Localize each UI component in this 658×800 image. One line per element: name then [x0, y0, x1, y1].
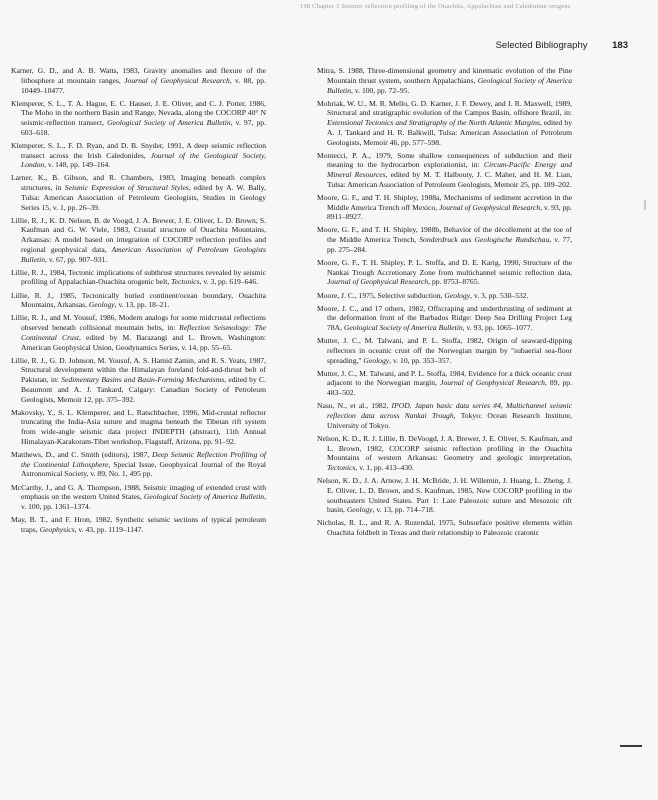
scan-margin-mark	[620, 745, 642, 747]
bibliography-entry	[317, 304, 572, 333]
entry-publication-title: Extensional Tectonics and Stratigraphy of the North Atlantic Margins	[327, 118, 540, 128]
entry-publication-title: Tectonics	[327, 463, 356, 473]
bibliography-entry	[317, 99, 572, 148]
bibliography-entry	[317, 151, 572, 190]
entry-text: Klemperer, S. L., T. A. Hague, E. C. Hauser, J. E. Oliver, and C. J. Potter, 1986, The Moho in the northern Basin and Range, Nevada, along the COCORP 40° N seismic-reflection transect,	[11, 98, 266, 128]
bibliography-entry	[11, 483, 266, 512]
entry-citation-details: , edited by A. W. Bally, Tulsa: American Association of Petroleum Geologists, Studies in Geology Series 15, v. 1, pp. 26–39.	[21, 183, 266, 212]
entry-text: Nasu, N., et al., 1982,	[317, 401, 392, 411]
entry-text: Nelson, K. D., J. A. Arnow, J. H. McBride, J. H. Willemin, J. Huang, L. Zheng, J. E. Oliver, L. D. Brown, and S. Kaufman, 1985, New COCORP profiling in the southeastern United States. Part 1: Late Paleozoic suture and Mesozoic rift basin,	[317, 476, 572, 515]
entry-text: Nelson, K. D., R. J. Lillie, B. DeVoogd, J. A. Brewer, J. E. Oliver, S. Kaufman, and L. Brown, 1982, COCORP seismic reflection profiling in the Ouachita Mountains of western Arkansas: Geometry and geologic interpretation,	[317, 433, 572, 463]
entry-publication-title: Geology	[88, 300, 115, 310]
entry-publication-title: Geological Society of America Bulletin	[343, 323, 463, 333]
entry-publication-title: Sedimentary Basins and Basin-Forming Mechanisms	[61, 375, 225, 385]
bibliography-entry	[11, 356, 266, 405]
entry-publication-title: Journal of the Geological Society, London	[21, 150, 267, 170]
bibliography-entry	[317, 336, 572, 365]
scan-speck	[644, 200, 646, 210]
bibliography-entry	[11, 99, 266, 138]
entry-text: Larner, K., B. Gibson, and R. Chambers, 1983, Imaging beneath complex structures, in	[11, 173, 266, 193]
entry-text: Moore, J. C., and 17 others, 1982, Offscraping and underthrusting of sediment at the deformation front of the Barbados Ridge: Deep Sea Drilling Project Leg 78A,	[317, 303, 572, 333]
entry-text: Mitra, S. 1988, Three-dimensional geometry and kinematic evolution of the Pine Mountain thrust system, southern Appalachians,	[317, 66, 572, 85]
entry-publication-title: Geological Society of America Bulletin	[143, 492, 265, 502]
entry-text: Lillie, R. J., 1984, Tectonic implications of subthrust structures revealed by seismic profiling of Appalachian-Ouachita orogenic belt,	[11, 267, 266, 287]
entry-text: Lillie, R. J., and M. Yousuf, 1986, Modern analogs for some midcrustal reflections observed beneath collisional mountain belts, in:	[11, 313, 266, 333]
entry-text: Makovsky, Y., S. L. Klemperer, and L. Ratschbacher, 1996, Mid-crustal reflector truncating the India-Asia suture and magma beneath the Tibetan rift system from wide-angle seismic data project INDEPTH (abstract), 11th Annual Himalayan-Karakoram-Tibet workshop, Flagstaff, Arizona, pp. 91–92.	[11, 407, 266, 446]
entry-citation-details: , v. 3, pp. 619–646.	[199, 277, 258, 287]
bibliography-entry	[11, 268, 266, 288]
entry-publication-title: Journal of Geophysical Research	[439, 202, 541, 212]
entry-text: Lillie, R. J., 1985, Tectonically buried continent/ocean boundary, Ouachita Mountains, Arkansas,	[11, 290, 266, 310]
entry-publication-title: Journal of Geophysical Research	[440, 378, 545, 388]
bibliography-entry	[11, 66, 266, 95]
entry-publication-title: Geology	[346, 505, 373, 515]
bibliography-entry	[11, 515, 266, 535]
entry-citation-details: , v. 93, pp. 8911–8927.	[327, 202, 572, 222]
entry-citation-details: , v. 10, pp. 353–357.	[389, 355, 452, 365]
faint-bleedthrough-line: 198 Chapter 3 Seismic reflection profiling of the Ouachita, Appalachian and Caledonian orogens	[300, 3, 571, 10]
entry-citation-details: , pp. 8753–8765.	[428, 277, 480, 287]
entry-text: Karner, G. D., and A. B. Watts, 1983, Gravity anomalies and flexure of the lithosphere at mountain ranges,	[11, 66, 266, 85]
bibliography-left-column	[11, 66, 266, 538]
entry-text: Matthews, D., and C. Smith (editors), 1987,	[11, 449, 153, 459]
entry-citation-details: , v. 1, pp. 413–430.	[355, 463, 414, 473]
entry-citation-details: , edited by A. J. Tankard and H. R. Balkwill, Tulsa: American Association of Petroleum Geologists, Memoir 46, pp. 577–598.	[327, 118, 573, 147]
entry-citation-details: , edited by M. Barazangi and L. Brown, Washington: American Geophysical Union, Geodynamics Series, v. 14, pp. 55–65.	[21, 332, 267, 352]
bibliography-entry	[11, 450, 266, 479]
entry-text: Mutter, J. C., M. Talwani, and P. L. Stoffa, 1984, Evidence for a thick oceanic crust adjacent to the Norwegian margin,	[317, 368, 572, 388]
entry-citation-details: , v. 148, pp. 149–164.	[44, 160, 111, 170]
entry-text: Nicholas, R. L., and R. A. Rozendal, 1975, Subsurface positive elements within Ouachita foldbelt in Texas and their relationship to Paleozoic cratonic	[317, 518, 572, 538]
bibliography-entry	[317, 66, 572, 95]
entry-publication-title: Reflection Seismology: The Continental Crust	[21, 323, 266, 342]
entry-publication-title: Journal of Geophysical Research	[327, 277, 429, 287]
bibliography-entry	[317, 401, 572, 430]
running-head	[0, 40, 628, 51]
entry-publication-title: American Association of Petroleum Geologists Bulletin	[21, 244, 266, 264]
entry-text: Lillie, R. J., G. D. Johnson, M. Yousuf, A. S. Hamid Zamin, and R. S. Yeats, 1987, Structural development within the Himalayan foreland fold-and-thrust belt of Pakistan, in:	[11, 355, 266, 385]
entry-publication-title: Geophysics	[39, 524, 75, 534]
entry-publication-title: Tectonics	[171, 277, 200, 287]
entry-publication-title: Geology	[363, 355, 390, 365]
page-number: 183	[612, 40, 628, 51]
entry-citation-details: , edited by M. T. Halbouty, J. C. Maher, and H. M. Lian, Tulsa: American Association of Petroleum Geologists, Memoir 25, pp. 189–202.	[327, 170, 572, 189]
entry-publication-title: Geological Society of America Bulletin	[107, 118, 231, 128]
entry-text: Moore, J. C., 1975, Selective subduction,	[317, 290, 445, 300]
entry-text: Montecci, P. A., 1979, Some shallow consequences of subduction and their meaning to the hydrocarbon explorationist, in:	[317, 150, 572, 170]
entry-text: Klemperer, S. L., F. D. Ryan, and D. B. Snyder, 1991, A deep seismic reflection transect across the Irish Caledonides,	[11, 140, 266, 160]
entry-text: Lillie, R. J., K. D. Nelson, B. de Voogd, J. A. Brewer, J. E. Oliver, L. D. Brown, S. Kaufman and G. W. Viele, 1983, Crustal structure of Ouachita Mountains, Arkansas: A model based on integration of COCORP reflection profiles and regional geophysical data,	[11, 215, 266, 254]
entry-citation-details: , v. 88, pp. 10449–10477.	[21, 75, 266, 95]
entry-citation-details: , v. 97, pp. 603–618.	[21, 118, 267, 137]
entry-citation-details: , 89, pp. 483–502.	[327, 378, 573, 398]
bibliography-entry	[317, 476, 572, 515]
entry-text: McCarthy, J., and G. A. Thompson, 1988, Seismic imaging of extended crust with emphasis on the western United States,	[11, 482, 266, 502]
entry-citation-details: , v. 43, pp. 1119–1147.	[74, 524, 144, 534]
entry-publication-title: Sonderdruck aus Geologische Rundschau	[419, 235, 550, 245]
section-title: Selected Bibliography	[495, 40, 588, 51]
entry-text: Mohriak, W. U., M. R. Mello, G. D. Karner, J. F. Dewey, and J. R. Maxwell, 1989, Structural and stratigraphic evolution of the Campos Basin, offshore Brazil, in:	[317, 98, 572, 118]
bibliography-entry	[11, 216, 266, 265]
entry-citation-details: , Special Issue, Geophysical Journal of the Royal Astronomical Society, v. 89, No. 1, 495 pp.	[21, 459, 266, 479]
entry-text: Moore, G. F., and T. H. Shipley, 1988b, Behavior of the décollement at the toe of the Middle America Trench,	[317, 225, 572, 245]
entry-citation-details: , v. 67, pp. 907–931.	[45, 254, 108, 264]
bibliography-right-column	[317, 66, 572, 541]
entry-text: Moore, G. F., T. H. Shipley, P. L. Stoffa, and D. E. Karig, 1990, Structure of the Nankai Trough Accretionary Zone from multichannel seismic reflection data,	[317, 257, 572, 277]
entry-citation-details: , v. 93, pp. 1065–1077.	[462, 323, 533, 333]
bibliography-entry	[11, 173, 266, 212]
bibliography-entry	[317, 225, 572, 254]
entry-citation-details: , v. 77, pp. 275–284.	[327, 235, 573, 254]
entry-citation-details: , edited by C. Beaumont and A. J. Tankard, Calgary: Canadian Society of Petroleum Geologists, Memoir 12, pp. 375–392.	[21, 375, 266, 404]
bibliography-entry	[317, 193, 572, 222]
bibliography-entry	[11, 313, 266, 352]
entry-publication-title: Deep Seismic Reflection Profiling of the Continental Lithosphere	[21, 449, 266, 469]
bibliography-entry	[317, 518, 572, 538]
entry-citation-details: , v. 13, pp. 714–718.	[372, 505, 435, 515]
entry-text: May, B. T., and F. Hron, 1982, Synthetic seismic sections of typical petroleum traps,	[11, 515, 266, 534]
bibliography-entry	[317, 258, 572, 287]
entry-citation-details: , v. 100, pp. 1361–1374.	[21, 492, 267, 512]
entry-citation-details: , v. 13, pp. 18–21.	[114, 300, 170, 310]
entry-publication-title: IPOD, Japan basic data series #4, Multichannel seismic reflection data across Nankai Trough	[327, 401, 572, 420]
entry-publication-title: Circum-Pacific Energy and Mineral Resources	[327, 160, 572, 180]
bibliography-entry	[11, 408, 266, 447]
entry-publication-title: Geology	[444, 290, 471, 300]
entry-text: Moore, G. F., and T. H. Shipley, 1988a, Mechanisms of sediment accretion in the Middle America Trench off Mexico,	[317, 192, 572, 212]
bibliography-entry	[11, 291, 266, 311]
entry-text: Mutter, J. C., M. Talwani, and P. L. Stoffa, 1982, Origin of seaward-dipping reflectors in oceanic crust off the Norwegian margin by "subaerial sea-floor spreading,"	[317, 336, 572, 365]
entry-publication-title: Geological Society of America Bulletin	[327, 75, 572, 95]
entry-citation-details: , v. 100, pp. 72–95.	[351, 85, 410, 95]
bibliography-entry	[317, 369, 572, 398]
entry-publication-title: Seismic Expression of Structural Styles	[64, 183, 189, 193]
entry-publication-title: Journal of Geophysical Research	[124, 75, 230, 85]
bibliography-entry	[11, 141, 266, 170]
bibliography-entry	[317, 434, 572, 473]
entry-citation-details: , v. 3, pp. 530–532.	[470, 290, 529, 300]
entry-citation-details: , Tokyo: Ocean Research Institute, University of Tokyo.	[327, 410, 572, 430]
bibliography-entry	[317, 291, 572, 301]
